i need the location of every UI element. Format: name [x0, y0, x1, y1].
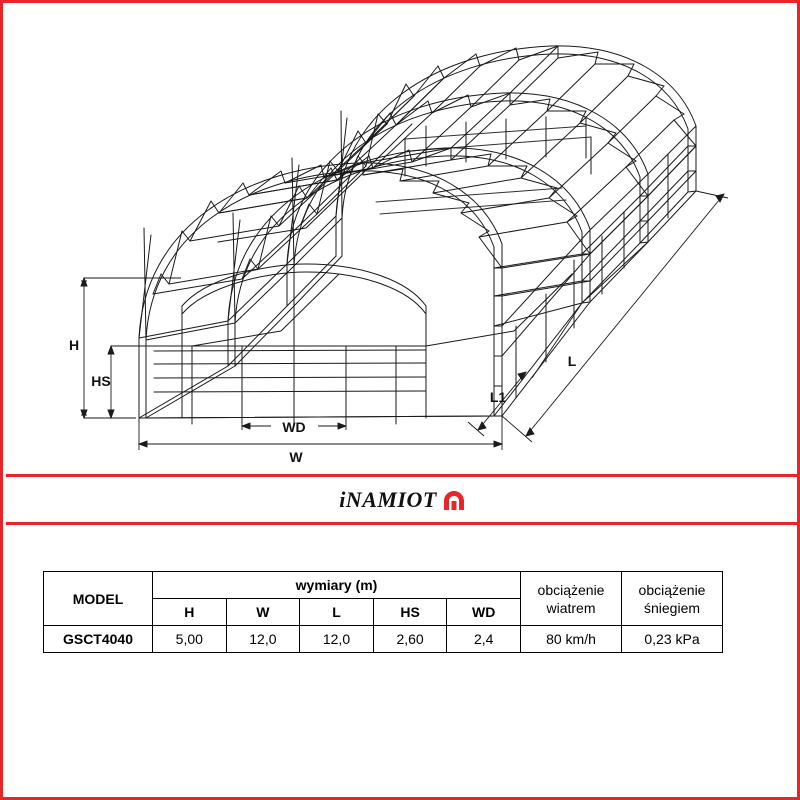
header-snow-load-line1: obciążenie [638, 581, 706, 598]
cell-l: 12,0 [300, 626, 374, 653]
header-snow-load-line2: śniegiem [643, 599, 701, 616]
brand-name: iNAMIOT [339, 486, 437, 512]
header-model: MODEL [44, 572, 153, 626]
header-dim-wd: WD [447, 599, 521, 626]
brand-logo [339, 487, 467, 513]
cell-h: 5,00 [153, 626, 227, 653]
divider-bottom [6, 522, 800, 525]
dimension-label-l1: L1 [489, 389, 507, 405]
cell-wd: 2,4 [447, 626, 521, 653]
table-row [44, 626, 723, 653]
dimension-label-wd: WD [282, 419, 306, 435]
cell-w: 12,0 [226, 626, 300, 653]
technical-drawing [6, 6, 800, 474]
header-snow-load [622, 572, 723, 626]
far-wall-struts [405, 117, 591, 176]
cell-snow: 0,23 kPa [622, 626, 723, 653]
header-dim-h: H [153, 599, 227, 626]
dimension-label-l: L [567, 353, 577, 369]
spec-table [43, 571, 723, 653]
header-dimensions: wymiary (m) [153, 572, 521, 599]
tent-house-icon [441, 489, 467, 511]
table-header-row [44, 572, 723, 599]
dimension-label-w: W [289, 449, 303, 465]
header-dim-w: W [226, 599, 300, 626]
header-wind-load-line2: wiatrem [546, 599, 596, 616]
dimension-label-hs: HS [91, 373, 111, 389]
brand-band [6, 477, 800, 522]
cell-model: GSCT4040 [44, 626, 153, 653]
dimension-label-h: H [68, 337, 80, 353]
header-wind-load [521, 572, 622, 626]
header-dim-l: L [300, 599, 374, 626]
header-dim-hs: HS [373, 599, 447, 626]
header-wind-load-line1: obciążenie [537, 581, 605, 598]
spec-table-wrapper [43, 571, 723, 653]
cell-hs: 2,60 [373, 626, 447, 653]
frame-illustration [6, 6, 800, 474]
cell-wind: 80 km/h [521, 626, 622, 653]
